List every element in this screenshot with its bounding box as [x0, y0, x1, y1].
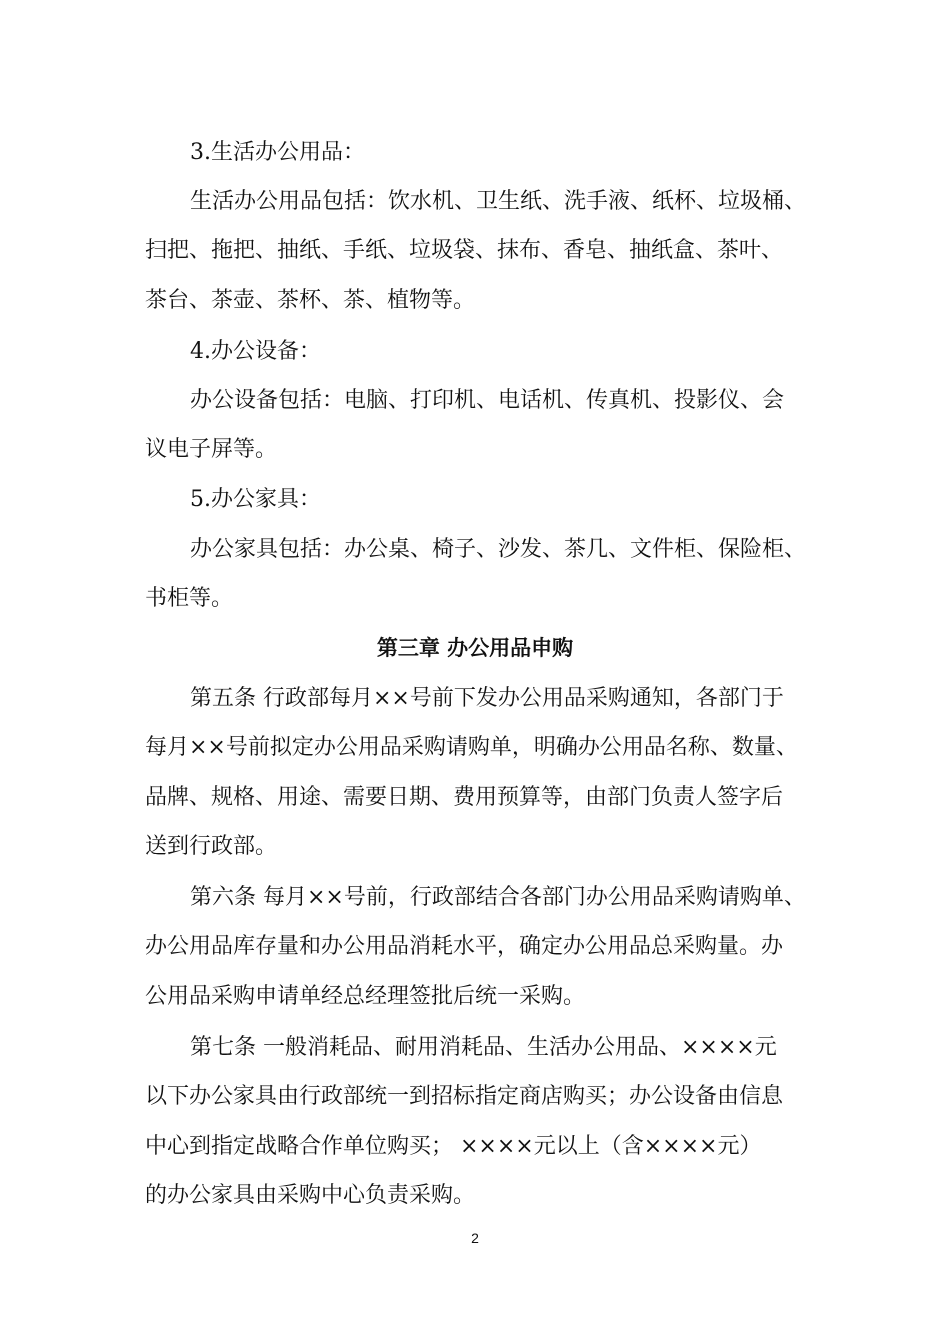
item-body-line: 茶台、茶壶、茶杯、茶、植物等。	[145, 288, 476, 313]
item-body-line: 办公设备包括：电脑、打印机、电话机、传真机、投影仪、会	[190, 388, 785, 413]
article-line: 每月××号前拟定办公用品采购请购单，明确办公用品名称、数量、	[145, 735, 798, 760]
item-body-line: 书柜等。	[145, 586, 234, 611]
item-heading-5: 5.办公家具：	[190, 487, 321, 512]
article-line: 公用品采购申请单经总经理签批后统一采购。	[145, 984, 586, 1009]
article-line: 中心到指定战略合作单位购买； ××××元以上（含××××元）	[145, 1134, 762, 1159]
article-line: 送到行政部。	[145, 834, 278, 859]
article-line: 第六条 每月××号前，行政部结合各部门办公用品采购请购单、	[190, 885, 806, 910]
article-line: 以下办公家具由行政部统一到招标指定商店购买；办公设备由信息	[145, 1084, 784, 1109]
item-body-line: 扫把、拖把、抽纸、手纸、垃圾袋、抹布、香皂、抽纸盒、茶叶、	[145, 238, 784, 263]
item-heading-4: 4.办公设备：	[190, 339, 321, 364]
chapter-title: 第三章 办公用品申购	[376, 636, 574, 660]
item-body-line: 生活办公用品包括：饮水机、卫生纸、洗手液、纸杯、垃圾桶、	[190, 189, 807, 214]
page-number: 2	[471, 1230, 479, 1246]
article-line: 品牌、规格、用途、需要日期、费用预算等，由部门负责人签字后	[145, 785, 784, 810]
item-body-line: 办公家具包括：办公桌、椅子、沙发、茶几、文件柜、保险柜、	[190, 537, 807, 562]
item-body-line: 议电子屏等。	[145, 437, 278, 462]
article-line: 办公用品库存量和办公用品消耗水平，确定办公用品总采购量。办	[145, 934, 784, 959]
article-line: 的办公家具由采购中心负责采购。	[145, 1183, 476, 1208]
article-line: 第五条 行政部每月××号前下发办公用品采购通知，各部门于	[190, 686, 784, 711]
item-heading-3: 3.生活办公用品：	[190, 140, 365, 165]
article-line: 第七条 一般消耗品、耐用消耗品、生活办公用品、××××元	[190, 1035, 777, 1060]
